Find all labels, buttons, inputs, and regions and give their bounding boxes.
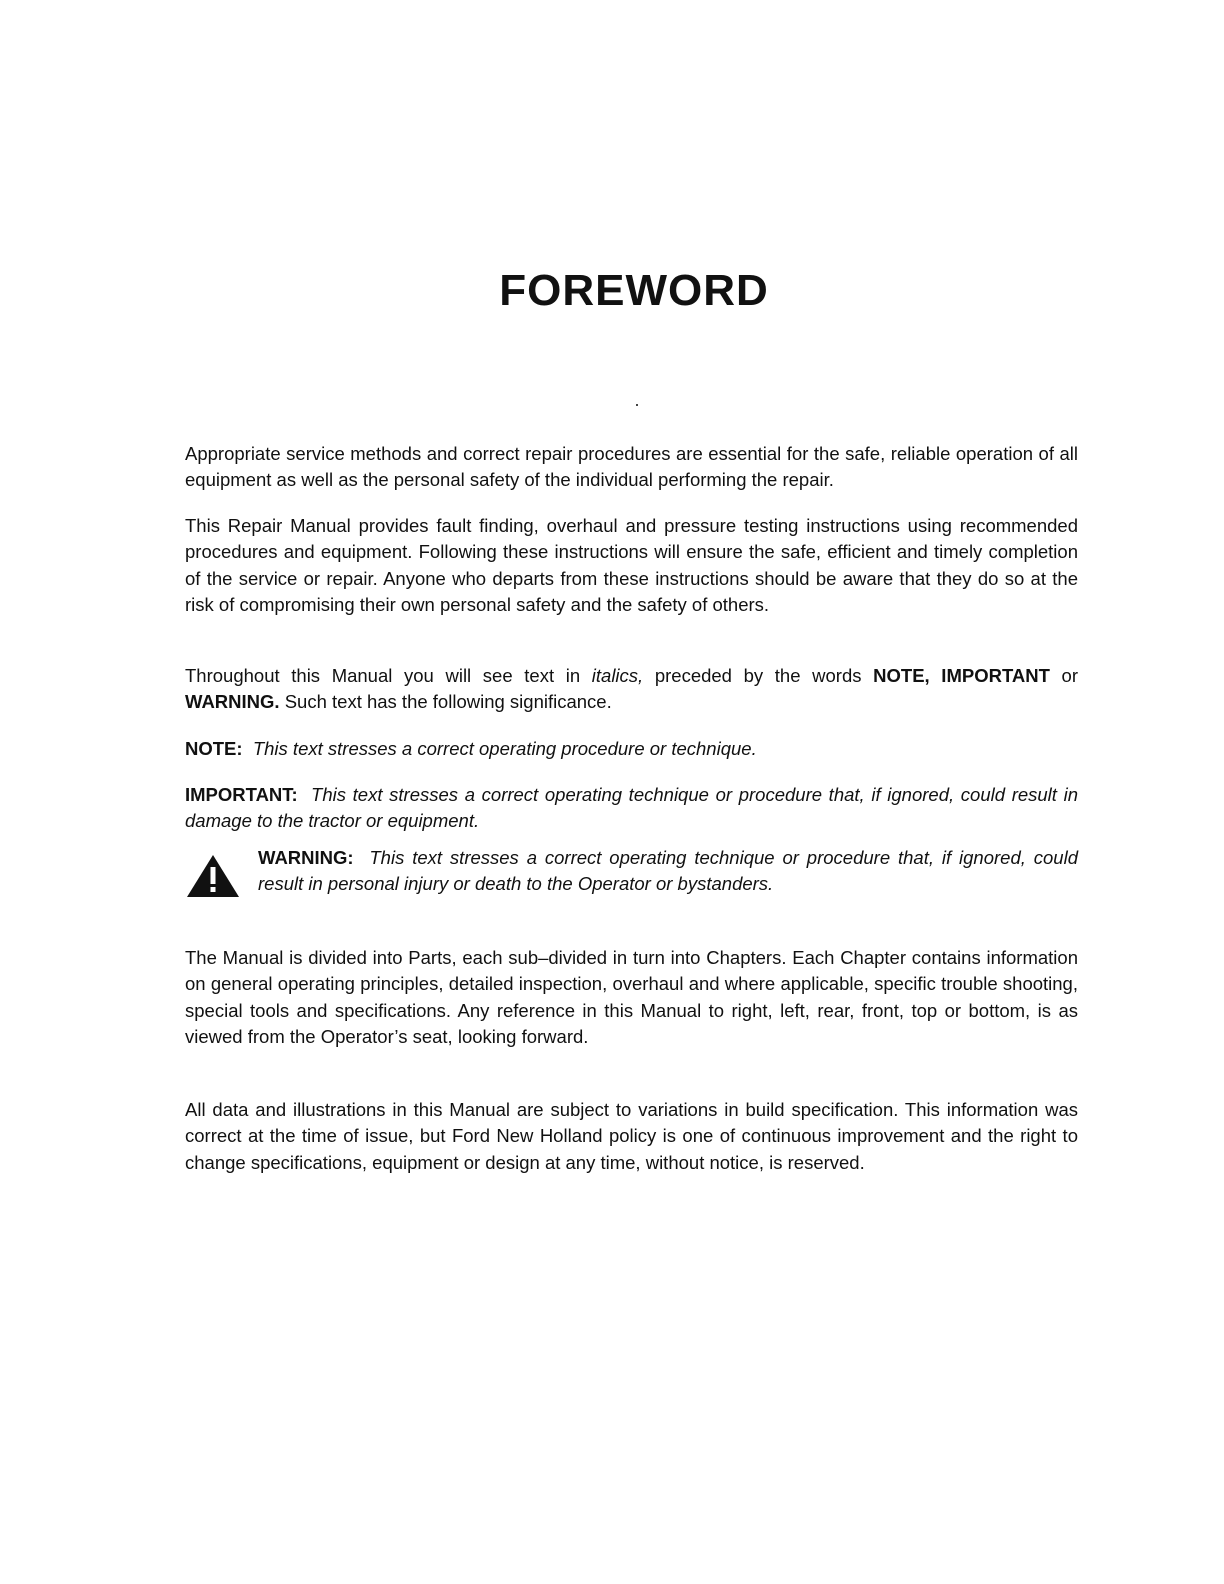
conventions-text-c: or: [1049, 665, 1078, 686]
note-paragraph: [185, 736, 1078, 762]
conventions-bold-warning: WARNING.: [185, 691, 280, 713]
paragraph-manual-structure: The Manual is divided into Parts, each sub–divided in turn into Chapters. Each Chapter contains information on general operating principles, detailed inspection, overhaul and where applicable, specific trouble shooting, special tools and specifications. Any reference in this Manual to right, left, rear, front, top or bottom, is as viewed from the Operator’s seat, looking forward.: [185, 947, 1078, 1047]
important-label: IMPORTANT:: [185, 784, 298, 805]
stray-mark: [636, 404, 638, 406]
paragraph-text-conventions: [185, 663, 1078, 716]
warning-triangle-icon: [185, 853, 241, 899]
warning-label: WARNING:: [258, 847, 354, 868]
conventions-italic-word: italics,: [591, 665, 644, 686]
note-label: NOTE:: [185, 738, 243, 759]
conventions-text-a: Throughout this Manual you will see text in: [185, 665, 592, 686]
important-paragraph: [185, 782, 1078, 835]
conventions-text-d: Such text has the following significance.: [279, 691, 612, 713]
conventions-bold-words: NOTE, IMPORTANT: [873, 665, 1050, 686]
warning-block: [185, 845, 1078, 905]
conventions-text-b: preceded by the words: [643, 665, 874, 686]
warning-paragraph: [258, 845, 1078, 898]
note-text: This text stresses a correct operating procedure or technique.: [252, 738, 757, 759]
paragraph-repair-manual: This Repair Manual provides fault finding, overhaul and pressure testing instructions using recommended procedures and equipment. Following these instructions will ensure the safe, efficient and timely completion of the service or repair. Anyone who departs from these instructions should be aware that they do so at the risk of compromising their own personal safety and the safety of others.: [185, 515, 1078, 615]
page-title: FOREWORD: [499, 266, 769, 315]
paragraph-data-disclaimer: All data and illustrations in this Manual are subject to variations in build specification. This information was correct at the time of issue, but Ford New Holland policy is one of continuous improvement and the right to change specifications, equipment or design at any time, without notice, is reserved.: [185, 1099, 1078, 1173]
important-text: This text stresses a correct operating technique or procedure that, if ignored, could result in damage to the tractor or equipment.: [185, 784, 1078, 832]
warning-text: This text stresses a correct operating technique or procedure that, if ignored, could result in personal injury or death to the Operator or bystanders.: [258, 847, 1078, 895]
paragraph-intro: Appropriate service methods and correct repair procedures are essential for the safe, reliable operation of all equipment as well as the personal safety of the individual performing the repair.: [185, 443, 1078, 491]
